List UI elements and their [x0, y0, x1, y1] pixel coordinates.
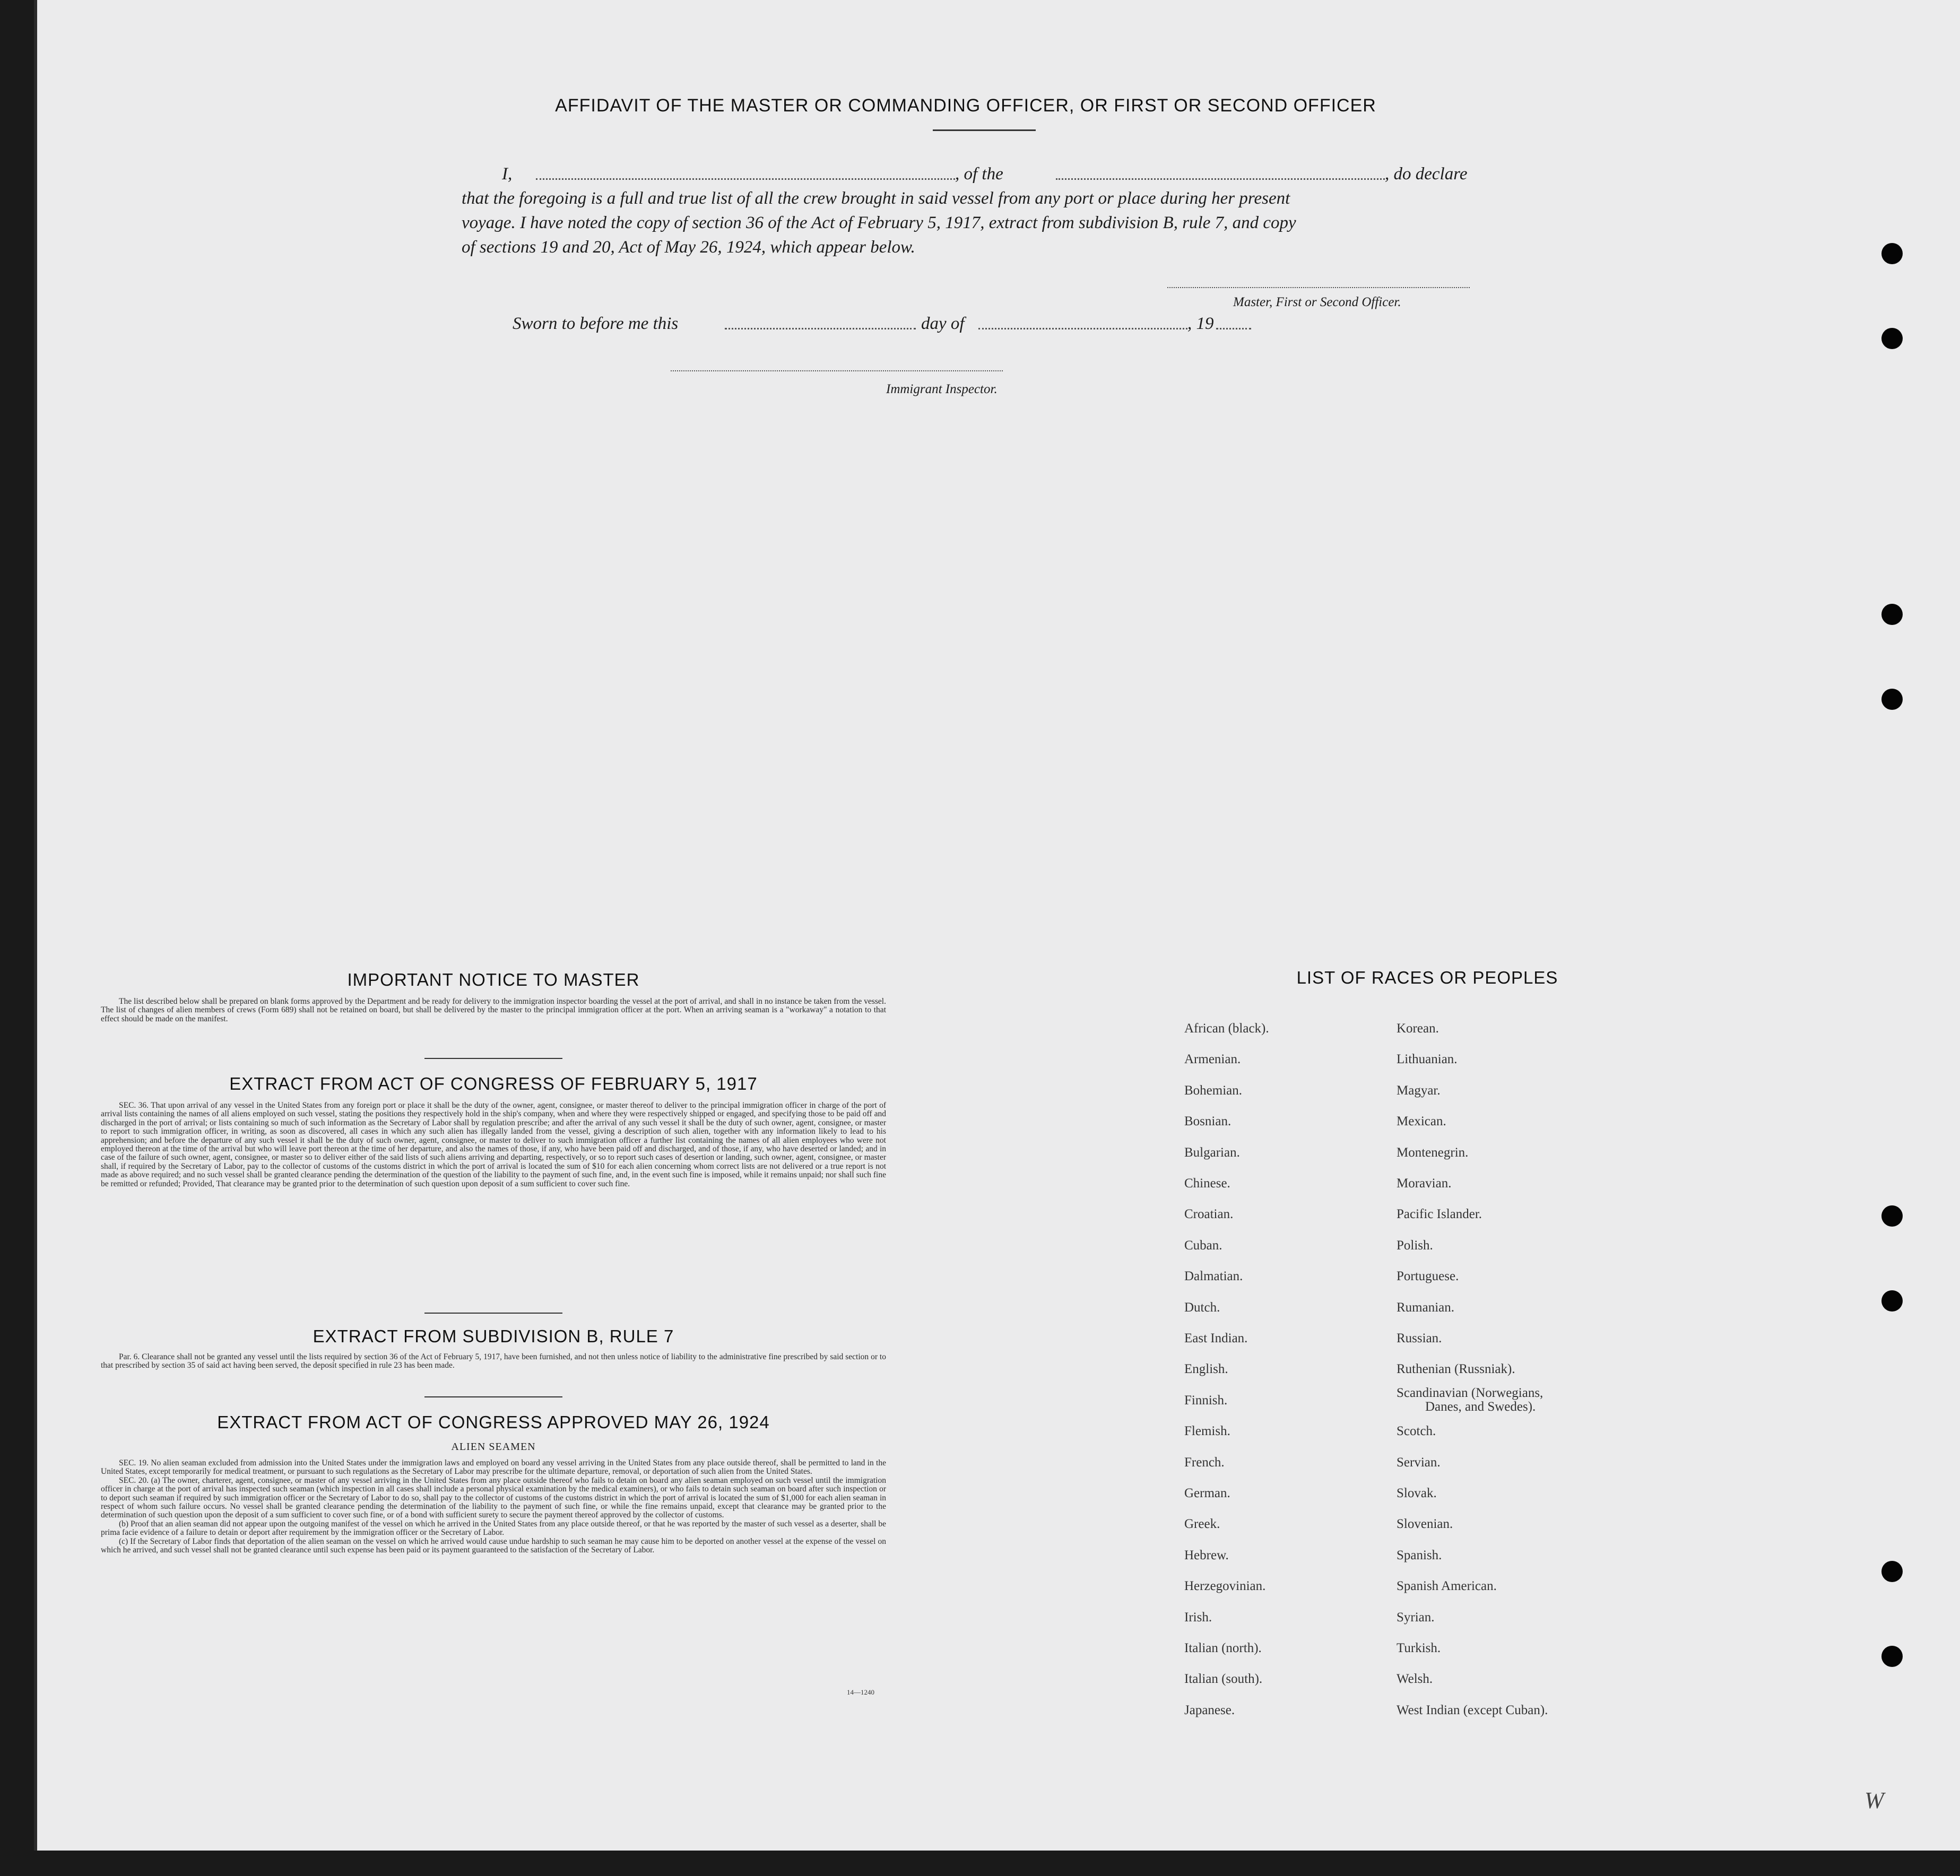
race-item: Armenian. [1184, 1052, 1241, 1066]
race-item: Slovak. [1397, 1486, 1437, 1500]
affidavit-title: AFFIDAVIT OF THE MASTER OR COMMANDING OFFICER, OR FIRST OR SECOND OFFICER [555, 95, 1376, 116]
rule7-title: EXTRACT FROM SUBDIVISION B, RULE 7 [313, 1326, 674, 1346]
race-item: French. [1184, 1455, 1225, 1470]
race-item: Welsh. [1397, 1672, 1433, 1686]
race-item: Bulgarian. [1184, 1145, 1240, 1160]
margin-mark: W [1864, 1787, 1884, 1813]
race-item: Dalmatian. [1184, 1269, 1243, 1283]
race-item: Spanish. [1397, 1548, 1442, 1562]
sworn-label: Sworn to before me this [513, 314, 679, 333]
extract-1924-text [101, 1459, 886, 1554]
inspector-signature-blank[interactable] [671, 370, 1003, 371]
binding-hole [1881, 1646, 1903, 1667]
affidavit-of-the: , of the [955, 164, 1003, 184]
race-item: Scandinavian (Norwegians, [1397, 1386, 1543, 1400]
race-item: Russian. [1397, 1331, 1442, 1345]
extract-1917-text [101, 1101, 886, 1188]
race-item: East Indian. [1184, 1331, 1248, 1345]
race-item: Ruthenian (Russniak). [1397, 1362, 1515, 1376]
race-item: Greek. [1184, 1517, 1220, 1531]
race-item: Magyar. [1397, 1083, 1441, 1098]
race-item: Dutch. [1184, 1300, 1220, 1315]
race-item: Bohemian. [1184, 1083, 1243, 1098]
race-item: Montenegrin. [1397, 1145, 1469, 1160]
affidavit-i: I, [502, 164, 513, 184]
race-item: Flemish. [1184, 1424, 1230, 1438]
title-underline [933, 129, 1036, 131]
inspector-label: Immigrant Inspector. [886, 382, 998, 396]
sec-19-paragraph: SEC. 19. No alien seaman excluded from admission into the United States under the immigration laws and employed on board any vessel arriving in the United States from any place outside thereof, shall be permitted to land in the United States, except temporarily for medical treatment, or pursuant to such regulations as the Secretary of Labor may prescribe for the ultimate departure, removal, or deportation of such alien from the United States. [101, 1458, 886, 1477]
sec-20b-paragraph: (b) Proof that an alien seaman did not appear upon the outgoing manifest of the vessel on which he arrived in the United States from any place outside thereof, or that he was reported by the master of such vessel as a deserter, shall be prima facie evidence of a failure to detain or deport after requirement by the immigration officer or the Secretary of Labor. [101, 1519, 886, 1538]
rule7-paragraph: Par. 6. Clearance shall not be granted any vessel until the lists required by section 36 of the Act of February 5, 1917, have been furnished, and not then unless notice of liability to the administrative fine prescribed by said section or to that prescribed by section 35 of said act having been served, the deposit specified in rule 23 has been made. [101, 1352, 886, 1370]
rule7-text [101, 1353, 886, 1370]
races-title: LIST OF RACES OR PEOPLES [1296, 968, 1558, 987]
race-item: Portuguese. [1397, 1269, 1459, 1283]
month-blank[interactable] [978, 328, 1187, 329]
extract-1917-title: EXTRACT FROM ACT OF CONGRESS OF FEBRUARY 5, 1917 [229, 1074, 758, 1093]
form-page [34, 0, 1960, 1851]
race-item: Scotch. [1397, 1424, 1436, 1438]
race-item: Lithuanian. [1397, 1052, 1458, 1066]
sworn-day-blank[interactable] [725, 328, 916, 329]
year-label: , 19 [1187, 314, 1214, 333]
race-item-continuation: Danes, and Swedes). [1425, 1400, 1536, 1414]
race-item: Finnish. [1184, 1393, 1228, 1408]
affidavit-line-2: that the foregoing is a full and true list of all the crew brought in said vessel from any port or place during her present [462, 189, 1290, 208]
extract-1924-title: EXTRACT FROM ACT OF CONGRESS APPROVED MAY 26, 1924 [217, 1412, 770, 1432]
affidavit-line-3: voyage. I have noted the copy of section 36 of the Act of February 5, 1917, extract from subdivision B, rule 7, and copy [462, 213, 1296, 232]
race-item: Syrian. [1397, 1610, 1435, 1625]
race-item: African (black). [1184, 1021, 1269, 1036]
sec-20c-paragraph: (c) If the Secretary of Labor finds that deportation of the alien seaman on the vessel on which he arrived would cause undue hardship to such seaman he may cause him to be deported on another vessel at the expense of the vessel on which he arrived, and such vessel shall not be granted clearance until such expense has been paid or its payment guaranteed to the satisfaction of the Secretary of Labor. [101, 1536, 886, 1555]
section-divider [424, 1313, 562, 1314]
binding-hole [1881, 328, 1903, 349]
race-item: Pacific Islander. [1397, 1207, 1482, 1221]
signature-label: Master, First or Second Officer. [1233, 295, 1401, 309]
race-item: Herzegovinian. [1184, 1579, 1266, 1593]
section-divider [424, 1058, 562, 1059]
race-item: Polish. [1397, 1238, 1433, 1253]
notice-paragraph: The list described below shall be prepared on blank forms approved by the Department and be ready for delivery to the immigration inspector boarding the vessel at the port of arrival, and shall in no instance be taken from the vessel. The list of changes of alien members of crews (Form 689) shall not be retained on board, but shall be delivered by the master to the principal immigration officer at the port. When an arriving seaman is a "workaway" a notation to that effect should be made on the manifest. [101, 997, 886, 1023]
binding-hole [1881, 689, 1903, 710]
sec-36-paragraph: SEC. 36. That upon arrival of any vessel in the United States from any foreign port or place it shall be the duty of the owner, agent, consignee, or master thereof to deliver to the principal immigration officer in charge of the port of arrival lists containing the names of all aliens employed on such vessel, stating the positions they respectively hold in the ship's company, when and where they were respectively shipped or engaged, and specifying those to be paid off and discharged in the port of arrival; or lists containing so much of such information as the Secretary of Labor shall by regulation prescribe; and after the arrival of any such vessel it shall be the duty of such owner, agent, consignee, or master to report to such immigration officer, in writing, as soon as discovered, all cases in which any such alien has illegally landed from the vessel, giving a description of such alien, together with any information likely to lead to his apprehension; and before the departure of any such vessel it shall be the duty of such owner, agent, consignee, or master to deliver to such immigration officer a further list containing the names of all alien employees who were not employed thereon at the time of the arrival but who will leave port thereon at the time of her departure, and also the names of those, if any, who have been paid off and discharged, and of those, if any, who have deserted or landed; and in case of the failure of such owner, agent, consignee, or master so to deliver either of the said lists of such aliens arriving and departing, respectively, or so to report such cases of desertion or landing, such owner, agent, consignee, or master shall, if required by the Secretary of Labor, pay to the collector of customs of the customs district in which the port of arrival is located the sum of $10 for each alien concerning whom correct lists are not delivered or a true report is not made as above required; and no such vessel shall be granted clearance pending the determination of the question of the liability to the payment of such fine, and, in the event such fine is imposed, while it remains unpaid; nor shall such fine be remitted or refunded; Provided, That clearance may be granted prior to the determination of such question upon deposit of a sum sufficient to cover such fine. [101, 1101, 886, 1188]
notice-text [101, 997, 886, 1023]
race-item: Italian (north). [1184, 1641, 1262, 1655]
race-item: Chinese. [1184, 1176, 1230, 1191]
alien-seamen-subtitle: ALIEN SEAMEN [451, 1441, 536, 1453]
vessel-blank[interactable] [1056, 178, 1385, 180]
binding-hole [1881, 604, 1903, 625]
section-divider [424, 1396, 562, 1397]
race-item: Italian (south). [1184, 1672, 1263, 1686]
race-item: Servian. [1397, 1455, 1441, 1470]
notice-title: IMPORTANT NOTICE TO MASTER [347, 970, 640, 989]
affidavit-line-4: of sections 19 and 20, Act of May 26, 1924, which appear below. [462, 238, 915, 257]
race-item: West Indian (except Cuban). [1397, 1703, 1548, 1717]
signature-blank[interactable] [1167, 287, 1470, 288]
race-item: Cuban. [1184, 1238, 1222, 1253]
day-of-label: day of [921, 314, 965, 333]
binding-hole [1881, 243, 1903, 264]
binding-hole [1881, 1205, 1903, 1227]
race-item: Spanish American. [1397, 1579, 1497, 1593]
affidavit-declare: , do declare [1385, 164, 1468, 184]
race-item: Irish. [1184, 1610, 1212, 1625]
race-item: Hebrew. [1184, 1548, 1229, 1562]
race-item: English. [1184, 1362, 1228, 1376]
race-item: Turkish. [1397, 1641, 1441, 1655]
race-item: Mexican. [1397, 1114, 1446, 1128]
year-blank[interactable] [1216, 328, 1251, 329]
sec-20a-paragraph: SEC. 20. (a) The owner, charterer, agent, consignee, or master of any vessel arriving in the United States from any place outside thereof who fails to detain on board any alien seaman employed on such vessel until the immigration officer in charge at the port of arrival has inspected such seaman (which inspection in all cases shall include a personal physical examination by the medical examiners), or who fails to detain such seaman on board after such inspection or to deport such seaman if required by such immigration officer or the Secretary of Labor to do so, shall pay to the collector of customs of the customs district in which the port of arrival is located the sum of $1,000 for each alien seaman in respect of whom such failure occurs. No vessel shall be granted clearance pending the determination of the liability to the payment of such fine, or while the fine remains unpaid, except that clearance may be granted prior to the determination of such question upon the deposit of a sum sufficient to cover such fine, or of a bond with sufficient surety to secure the payment thereof approved by the collector of customs. [101, 1475, 886, 1520]
race-item: German. [1184, 1486, 1230, 1500]
race-item: Korean. [1397, 1021, 1439, 1036]
race-item: Japanese. [1184, 1703, 1235, 1717]
race-item: Bosnian. [1184, 1114, 1231, 1128]
race-item: Croatian. [1184, 1207, 1234, 1221]
race-item: Slovenian. [1397, 1517, 1453, 1531]
form-number: 14—1240 [847, 1688, 874, 1696]
race-item: Moravian. [1397, 1176, 1452, 1191]
name-blank[interactable] [536, 178, 955, 180]
binding-hole [1881, 1290, 1903, 1312]
binding-hole [1881, 1561, 1903, 1582]
race-item: Rumanian. [1397, 1300, 1455, 1315]
